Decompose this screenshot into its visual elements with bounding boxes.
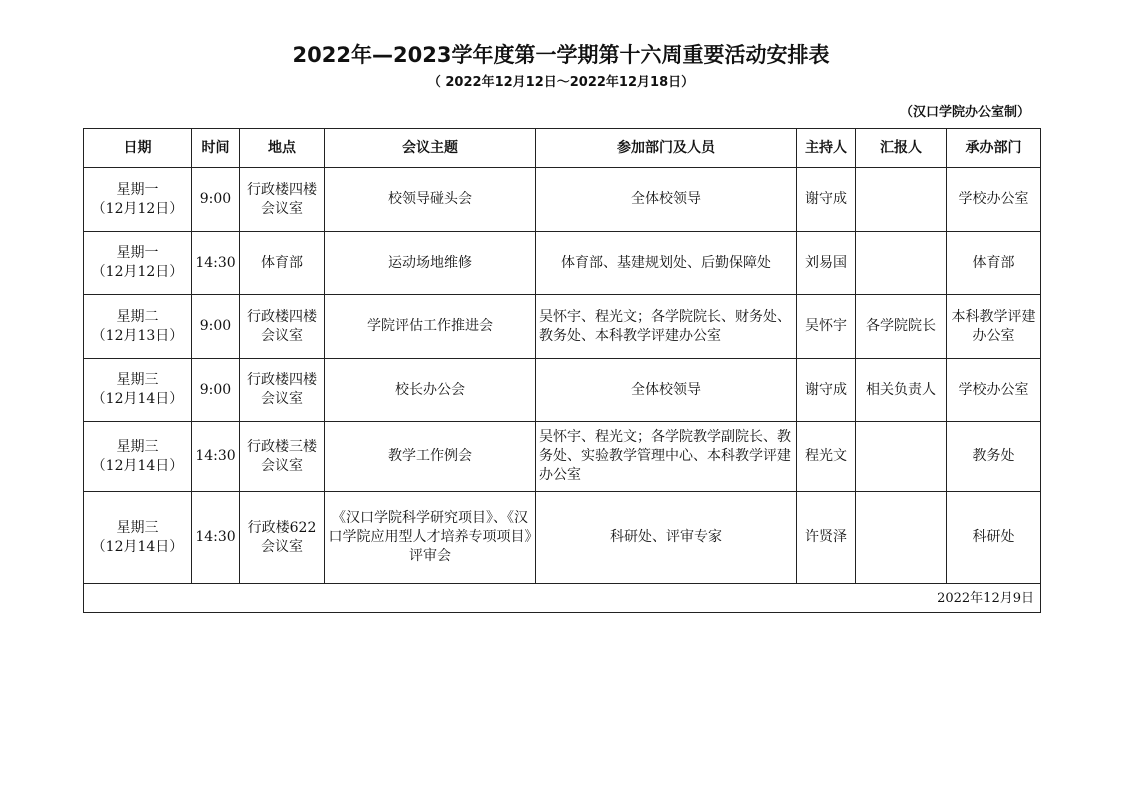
cell-organizer: 科研处 [947,492,1041,584]
date-label: （12月14日） [91,538,184,555]
cell-participants: 体育部、基建规划处、后勤保障处 [536,232,797,295]
cell-topic: 教学工作例会 [325,422,536,492]
cell-topic: 学院评估工作推进会 [325,295,536,359]
table-row [84,295,1041,359]
cell-topic: 运动场地维修 [325,232,536,295]
day-label: 星期一 [116,245,159,261]
footer-row [84,584,1041,613]
day-label: 星期三 [116,438,159,455]
schedule-table [83,128,1041,613]
cell-time: 9:00 [192,359,240,422]
day-label: 星期三 [116,372,159,388]
cell-organizer: 教务处 [947,422,1041,492]
date-range-subtitle: （ 2022年12月12日～2022年12月18日） [427,75,695,90]
cell-host: 刘易国 [797,232,856,295]
cell-organizer: 学校办公室 [947,168,1041,232]
day-label: 星期三 [116,519,159,536]
issue-date: 2022年12月9日 [84,584,1041,613]
cell-organizer: 体育部 [947,232,1041,295]
table-row [84,232,1041,295]
cell-organizer: 学校办公室 [947,359,1041,422]
cell-host: 程光文 [797,422,856,492]
cell-participants: 吴怀宇、程光文；各学院院长、财务处、教务处、本科教学评建办公室 [536,295,797,359]
cell-reporter [856,492,947,584]
header-date: 日期 [84,129,192,168]
issuer-note: （汉口学院办公室制） [899,105,1030,120]
cell-date [84,359,192,422]
cell-place: 行政楼四楼会议室 [240,295,325,359]
cell-participants: 科研处、评审专家 [536,492,797,584]
cell-topic: 校长办公会 [325,359,536,422]
cell-topic: 校领导碰头会 [325,168,536,232]
header-time: 时间 [192,129,240,168]
date-label: （12月13日） [91,327,184,344]
cell-time: 14:30 [192,422,240,492]
cell-place: 行政楼四楼会议室 [240,168,325,232]
table-row [84,492,1041,584]
cell-date [84,295,192,359]
cell-place: 行政楼四楼会议室 [240,359,325,422]
cell-participants: 全体校领导 [536,168,797,232]
cell-time: 9:00 [192,295,240,359]
date-label: （12月12日） [91,264,184,280]
cell-place: 行政楼三楼会议室 [240,422,325,492]
day-label: 星期二 [116,308,159,325]
cell-host: 谢守成 [797,359,856,422]
header-organizer: 承办部门 [947,129,1041,168]
cell-place: 体育部 [240,232,325,295]
cell-host: 许贤泽 [797,492,856,584]
cell-reporter [856,168,947,232]
cell-reporter: 各学院院长 [856,295,947,359]
cell-date [84,422,192,492]
cell-topic: 《汉口学院科学研究项目》、《汉口学院应用型人才培养专项项目》评审会 [325,492,536,584]
cell-organizer: 本科教学评建办公室 [947,295,1041,359]
cell-participants: 全体校领导 [536,359,797,422]
date-label: （12月14日） [91,391,184,407]
cell-participants: 吴怀宇、程光文；各学院教学副院长、教务处、实验教学管理中心、本科教学评建办公室 [536,422,797,492]
cell-date [84,168,192,232]
header-participants: 参加部门及人员 [536,129,797,168]
table-row [84,359,1041,422]
cell-host: 吴怀宇 [797,295,856,359]
header-reporter: 汇报人 [856,129,947,168]
table-row [84,422,1041,492]
header-place: 地点 [240,129,325,168]
cell-reporter [856,232,947,295]
header-topic: 会议主题 [325,129,536,168]
header-host: 主持人 [797,129,856,168]
cell-date [84,232,192,295]
cell-place: 行政楼622会议室 [240,492,325,584]
cell-host: 谢守成 [797,168,856,232]
cell-reporter: 相关负责人 [856,359,947,422]
table-row [84,168,1041,232]
date-label: （12月14日） [91,457,184,474]
cell-date [84,492,192,584]
cell-time: 14:30 [192,232,240,295]
cell-time: 14:30 [192,492,240,584]
header-row [84,129,1041,168]
date-label: （12月12日） [91,200,184,217]
cell-time: 9:00 [192,168,240,232]
cell-reporter [856,422,947,492]
page-title: 2022年—2023学年度第一学期第十六周重要活动安排表 [292,43,830,67]
day-label: 星期一 [116,181,159,198]
